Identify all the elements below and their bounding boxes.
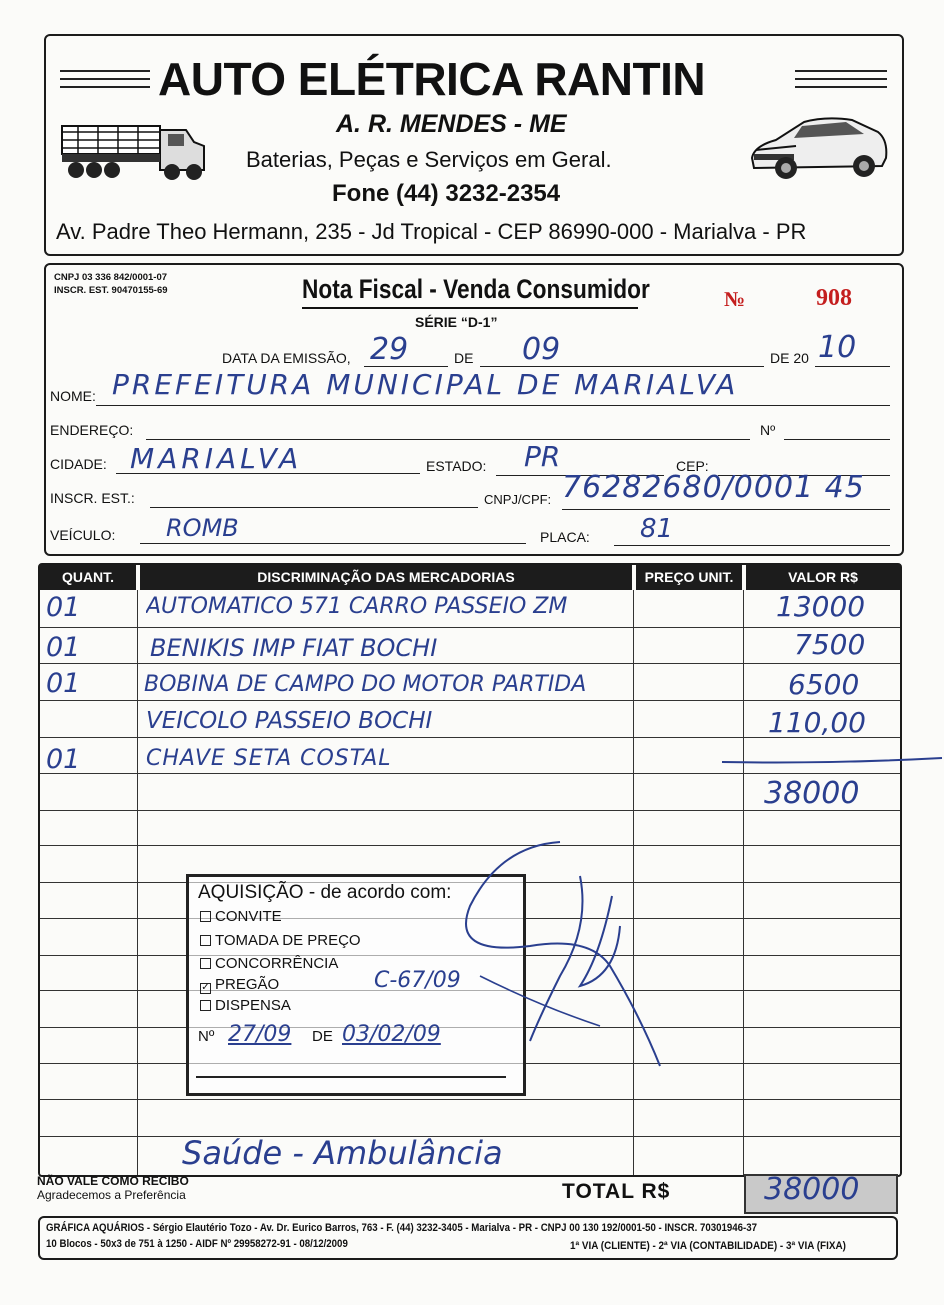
row-qty: 01: [46, 632, 81, 663]
endereco-label: ENDEREÇO:: [50, 422, 134, 438]
cnpj-issuer: CNPJ 03 336 842/0001-07: [54, 272, 168, 283]
cnpj-label: CNPJ/CPF:: [484, 492, 552, 507]
checkbox-icon: [200, 935, 211, 946]
doc-title-underline: [302, 307, 638, 309]
stamp-option-tomada: TOMADA DE PREÇO: [200, 932, 361, 949]
total-label: TOTAL R$: [562, 1180, 671, 1203]
header-desc: DISCRIMINAÇÃO DAS MERCADORIAS: [140, 565, 632, 590]
row-desc: AUTOMATICO 571 CARRO PASSEIO ZM: [146, 594, 568, 619]
phone: Fone (44) 3232-2354: [332, 180, 561, 207]
tagline: Baterias, Peças e Serviços em Geral.: [246, 147, 612, 172]
car-illustration: [746, 110, 892, 186]
cidade-value: MARIALVA: [130, 442, 303, 475]
cnpj-line: [562, 509, 890, 510]
inscr-label: INSCR. EST.:: [50, 490, 135, 506]
stamp-option-convite: CONVITE: [200, 908, 282, 925]
inscr-issuer: INSCR. EST. 90470155-69: [54, 285, 168, 296]
printer-line-2a: 10 Blocos - 50x3 de 751 à 1250 - AIDF Nº 29958272-91 - 08/12/2009: [46, 1238, 348, 1250]
stamp-title: AQUISIÇÃO - de acordo com:: [198, 882, 452, 903]
year-value: 10: [818, 330, 857, 365]
stamp-option-dispensa: DISPENSA: [200, 997, 291, 1014]
numero-line: [784, 439, 890, 440]
nome-line: [96, 405, 890, 406]
row-value: 38000: [764, 776, 860, 811]
row-qty: 01: [46, 744, 81, 775]
invoice-number: 908: [816, 285, 852, 311]
number-symbol: №: [724, 287, 746, 311]
handwritten-note: Saúde - Ambulância: [182, 1134, 503, 1172]
agradecemos-label: Agradecemos a Preferência: [37, 1188, 186, 1202]
total-value: 38000: [764, 1172, 860, 1207]
table-row-line: [40, 663, 900, 664]
de-label-2: DE 20: [770, 350, 809, 366]
veiculo-label: VEÍCULO:: [50, 527, 116, 543]
row-value: 7500: [794, 628, 866, 661]
estado-value: PR: [524, 440, 561, 473]
stamp-no-value: 27/09: [228, 1022, 292, 1047]
row-value: 13000: [776, 590, 866, 623]
stamp-option-pregao: ✓ PREGÃO: [201, 976, 280, 993]
cnpj-value: 76282680/0001 45: [562, 470, 865, 505]
row-desc: CHAVE SETA COSTAL: [146, 746, 392, 771]
placa-label: PLACA:: [540, 529, 590, 545]
endereco-line: [146, 439, 750, 440]
stamp-option-concorrencia: CONCORRÊNCIA: [200, 955, 338, 972]
row-value: 6500: [788, 668, 860, 701]
nome-value: PREFEITURA MUNICIPAL DE MARIALVA: [112, 368, 739, 401]
owner-name: A. R. MENDES - ME: [336, 110, 567, 138]
inscr-line: [150, 507, 478, 508]
table-row-line: [40, 700, 900, 701]
de-label-1: DE: [454, 350, 474, 366]
row-qty: 01: [46, 668, 81, 699]
printer-line-2b: 1ª VIA (CLIENTE) - 2ª VIA (CONTABILIDADE) - 3ª VIA (FIXA): [570, 1240, 846, 1252]
nao-vale-label: NÃO VALE COMO RECIBO: [37, 1174, 189, 1188]
checkbox-icon: [200, 958, 211, 969]
header-unit: PREÇO UNIT.: [636, 565, 742, 590]
cep-label: CEP:: [676, 458, 709, 474]
stamp-signature-line: [196, 1076, 506, 1078]
day-value: 29: [370, 332, 409, 367]
placa-line: [614, 545, 890, 546]
table-row-line: [40, 1099, 900, 1100]
serie: SÉRIE “D-1”: [415, 314, 498, 330]
signature: [440, 836, 680, 1076]
header-qty: QUANT.: [40, 565, 136, 590]
year-line: [815, 366, 890, 367]
company-name: AUTO ELÉTRICA RANTIN: [158, 53, 706, 105]
table-row-line: [40, 773, 900, 774]
stamp-de-label: DE: [312, 1028, 333, 1045]
address: Av. Padre Theo Hermann, 235 - Jd Tropical - CEP 86990-000 - Marialva - PR: [56, 219, 807, 244]
numero-label: Nº: [760, 422, 776, 438]
doc-title: Nota Fiscal - Venda Consumidor: [302, 274, 650, 304]
truck-illustration: [58, 112, 208, 186]
veiculo-value: ROMB: [166, 514, 239, 542]
header-value: VALOR R$: [746, 565, 900, 590]
row-qty: 01: [46, 592, 81, 623]
row-desc: VEICOLO PASSEIO BOCHI: [146, 708, 433, 734]
row-value: 110,00: [768, 706, 866, 739]
header-rule-left: [60, 70, 150, 88]
month-value: 09: [522, 332, 561, 367]
cidade-label: CIDADE:: [50, 456, 107, 472]
checkbox-icon: [200, 911, 211, 922]
nome-label: NOME:: [50, 388, 96, 404]
row-desc: BOBINA DE CAMPO DO MOTOR PARTIDA: [144, 672, 587, 697]
checkbox-icon: [200, 1000, 211, 1011]
header-rule-right: [795, 70, 887, 88]
estado-label: ESTADO:: [426, 458, 487, 474]
stamp-no-label: Nº: [198, 1028, 215, 1045]
sum-stroke: [720, 750, 944, 770]
date-label: DATA DA EMISSÃO,: [222, 350, 351, 366]
printer-line-1: GRÁFICA AQUÁRIOS - Sérgio Elautério Tozo - Av. Dr. Eurico Barros, 763 - F. (44) 3232-3405 - Marialva - PR - CNPJ 00 130 192/0001-50 - INSCR. 70301946-37: [46, 1222, 758, 1234]
placa-value: 81: [640, 514, 674, 544]
veiculo-line: [140, 543, 526, 544]
checkbox-checked-icon: ✓: [201, 982, 210, 993]
row-desc: BENIKIS IMP FIAT BOCHI: [150, 634, 438, 662]
pregao-ref: C-67/09: [374, 968, 461, 993]
stamp-de-value: 03/02/09: [342, 1022, 441, 1047]
table-row-line: [40, 627, 900, 628]
